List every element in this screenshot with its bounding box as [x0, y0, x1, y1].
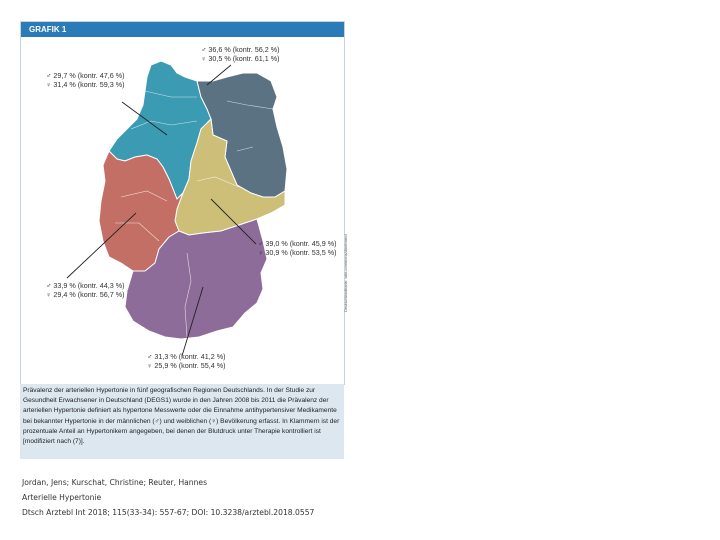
stat-south-female: ♀ 25,9 % (kontr. 55,4 %): [147, 361, 226, 370]
stat-east-male: ♂ 39,0 % (kontr. 45,9 %): [258, 239, 337, 248]
stat-north-male: ♂ 29,7 % (kontr. 47,6 %): [46, 71, 125, 80]
map-source-note: Deutschlandkarte: wiki-commons/dinebrand: [343, 234, 348, 312]
stat-northeast: [201, 45, 280, 63]
citation-title: Arterielle Hypertonie: [22, 493, 102, 502]
citation-source: Dtsch Arztebl Int 2018; 115(33-34): 557-67; DOI: 10.3238/arztebl.2018.0557: [22, 508, 315, 517]
stat-west: [46, 281, 125, 299]
citation-authors: Jordan, Jens; Kurschat, Christine; Reuter, Hannes: [22, 478, 208, 487]
stat-north: [46, 71, 125, 89]
figure-panel: [20, 21, 348, 385]
stat-south: [147, 352, 226, 370]
stat-northeast-male: ♂ 36,6 % (kontr. 56,2 %): [201, 45, 280, 54]
stat-west-female: ♀ 29,4 % (kontr. 56,7 %): [46, 290, 125, 299]
figure-caption: Prävalenz der arteriellen Hypertonie in fünf geografischen Regionen Deutschlands. In der Studie zur Gesundheit Erwachsener in Deutschland (DEGS1) wurde in den Jahren 2008 bis 2011 die Prävalenz der arteriellen Hypertonie definiert als hypertone Messwerte oder die Einnahme antihypertensiver Medikamente bei bekannter Hypertonie in der männlichen (♂) und weiblichen (♀) Bevölkerung erfasst. In Klammern ist der prozentuale Anteil an Hypertonikern angegeben, bei denen der Blutdruck unter Therapie kontrolliert ist [modifiziert nach (7)].: [20, 384, 344, 459]
figure-title: GRAFIK 1: [21, 22, 344, 37]
stat-east: [258, 239, 337, 257]
stat-north-female: ♀ 31,4 % (kontr. 59,3 %): [46, 80, 125, 89]
stat-east-female: ♀ 30,9 % (kontr. 53,5 %): [258, 248, 337, 257]
stat-west-male: ♂ 33,9 % (kontr. 44,3 %): [46, 281, 125, 290]
stat-northeast-female: ♀ 30,5 % (kontr. 61,1 %): [201, 54, 280, 63]
stat-south-male: ♂ 31,3 % (kontr. 41,2 %): [147, 352, 226, 361]
